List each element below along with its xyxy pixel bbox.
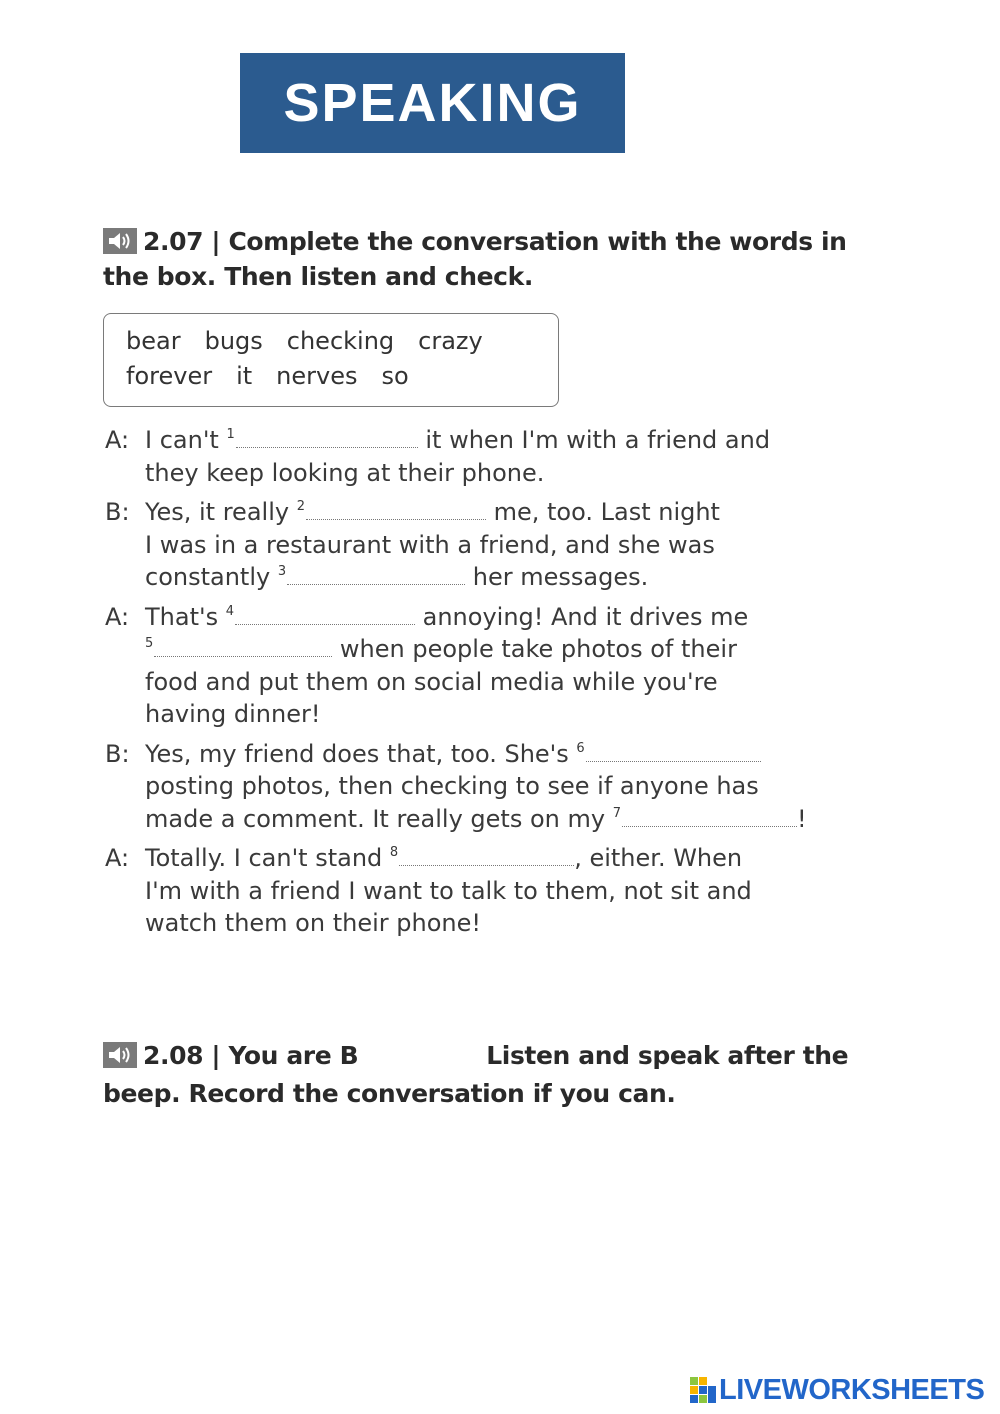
gap-2-blank[interactable] [306,499,486,520]
word-box [103,313,559,407]
dialogue-text: annoying! And it drives me [415,602,749,631]
dialogue-text: That's [145,602,226,631]
exercise-2-instruction-b: Listen and speak after the [486,1041,849,1070]
dialogue-text: Yes, my friend does that, too. She's [145,739,577,768]
exercise-2-instruction-a: | You are B [211,1041,359,1070]
dialogue-text: I can't [145,426,227,454]
page-title: SPEAKING [283,73,582,133]
gap-6-blank[interactable] [586,741,761,762]
speaker-label: A: [105,602,130,631]
dialogue-text: watch them on their phone! [145,909,481,937]
dialogue-text: I was in a restaurant with a friend, and she was [145,530,715,559]
conversation [105,424,865,947]
gap-4-blank[interactable] [235,604,415,625]
speaker-label: B: [105,739,130,768]
dialogue-text: her messages. [465,563,649,591]
dialogue-text: ! [797,804,807,833]
word-box-word: nerves [276,362,358,390]
gap-number: 8 [389,845,399,860]
word-box-word: bugs [204,327,263,355]
speaker-label: B: [105,498,130,526]
dialogue-text: Totally. I can't stand [145,844,390,872]
gap-7-blank[interactable] [622,806,797,827]
dialogue-text: it when I'm with a friend and [417,426,771,454]
liveworksheets-logo-icon [690,1377,718,1403]
gap-number: 3 [277,564,287,579]
dialogue-turn [105,424,865,489]
gap-number: 1 [226,427,235,442]
dialogue-text: me, too. Last night [485,498,720,526]
dialogue-text: posting photos, then checking to see if anyone has [145,772,759,800]
gap-number: 6 [576,740,585,756]
speaker-label: A: [105,844,130,872]
word-box-word: forever [126,362,213,390]
gap-number: 7 [612,805,621,821]
gap-3-blank[interactable] [287,564,465,585]
dialogue-text: having dinner! [145,700,321,728]
page-title-banner [240,53,625,153]
word-box-row-2 [126,359,558,394]
dialogue-text: they keep looking at their phone. [145,458,545,487]
audio-icon[interactable] [103,228,137,254]
dialogue-text: when people take photos of their [332,635,737,663]
gap-5-blank[interactable] [154,636,332,657]
dialogue-turn [105,842,865,940]
gap-8-blank[interactable] [399,845,574,866]
dialogue-text: Yes, it really [145,498,297,526]
dialogue-turn [105,601,865,731]
exercise-2-number: 2.08 [143,1041,204,1070]
word-box-word: checking [286,327,395,355]
gap-number: 2 [296,499,305,514]
speaker-label: A: [105,426,130,454]
exercise-2-instruction-c: beep. Record the conversation if you can. [103,1079,676,1108]
dialogue-text: made a comment. It really gets on my [145,804,613,833]
word-box-word: crazy [418,327,483,355]
liveworksheets-logo[interactable] [690,1375,984,1405]
gap-number: 5 [145,636,154,651]
audio-icon[interactable] [103,1042,137,1068]
word-box-row-1 [126,324,558,359]
gap-number: 4 [225,603,234,619]
dialogue-text: , either. When [574,844,743,872]
exercise-1-instruction: | Complete the conversation with the words in the box. Then listen and check. [103,227,847,291]
dialogue-text: I'm with a friend I want to talk to them, not sit and [145,876,752,905]
word-box-word: it [236,362,253,390]
brand-name: LIVEWORKSHEETS [719,1373,985,1406]
word-box-word: bear [126,327,181,355]
gap-1-blank[interactable] [236,427,418,448]
dialogue-text: food and put them on social media while you're [145,667,718,696]
dialogue-turn [105,738,865,836]
word-box-word: so [381,362,409,390]
dialogue-turn [105,496,865,594]
exercise-1-number: 2.07 [143,227,204,256]
exercise-1-heading [103,224,863,294]
exercise-2-heading [103,1038,863,1111]
dialogue-text: constantly [145,563,278,591]
